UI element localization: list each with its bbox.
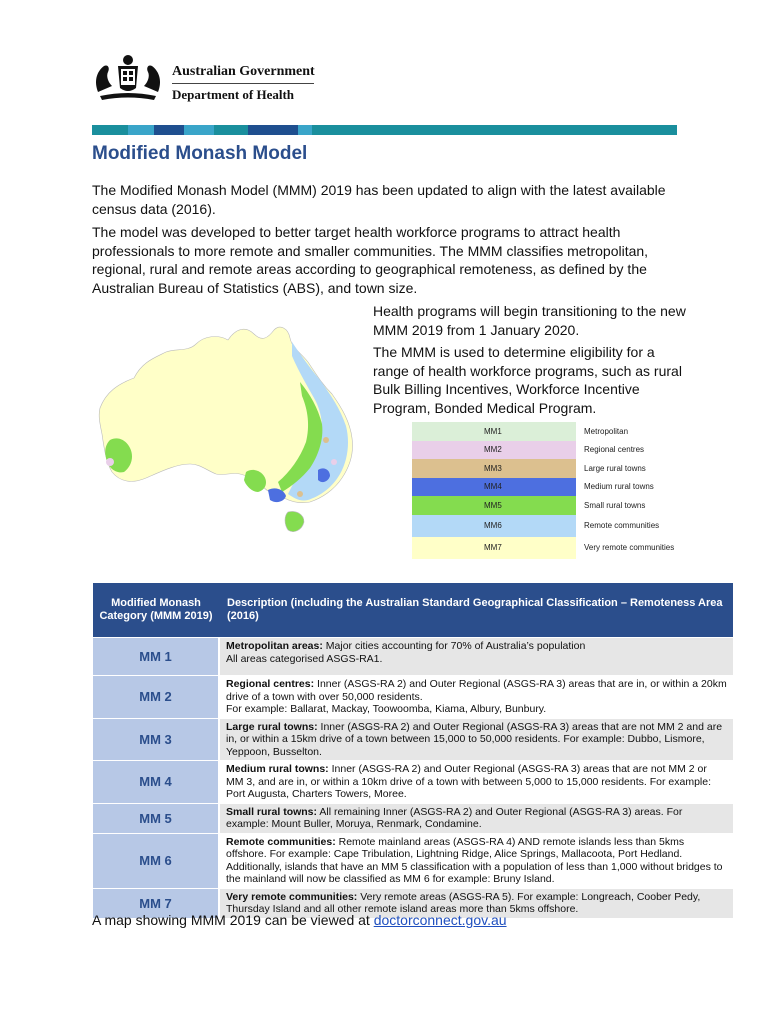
department-name: Department of Health	[172, 87, 295, 102]
category-example: All areas categorised ASGS-RA1.	[226, 652, 383, 665]
category-cell: MM 7	[93, 888, 219, 918]
category-heading: Medium rural towns:	[226, 763, 329, 775]
description-cell	[219, 761, 733, 804]
legend-label: Regional centres	[584, 445, 645, 455]
legend-swatch: MM4	[412, 478, 576, 497]
category-cell: MM 3	[93, 718, 219, 761]
category-text: Major cities accounting for 70% of Australia’s population	[322, 640, 586, 652]
table-row	[93, 718, 733, 761]
description-cell	[219, 676, 733, 719]
doctorconnect-link[interactable]: doctorconnect.gov.au	[373, 912, 507, 928]
page-title: Modified Monash Model	[92, 143, 308, 164]
category-heading: Very remote communities:	[226, 890, 358, 903]
table-row	[93, 676, 733, 719]
column-header-description: Description (including the Australian Standard Geographical Classification – Remoteness Area (2016)	[219, 583, 733, 638]
category-text: Very remote areas (ASGS-RA 5). For example: Longreach, Coober Pedy, Thursday Island and all other remote island areas more than 5kms offshore.	[226, 890, 701, 915]
legend-swatch: MM6	[412, 515, 576, 537]
header-color-band	[92, 125, 677, 135]
category-cell: MM 2	[93, 676, 219, 719]
legend-swatch: MM1	[412, 422, 576, 441]
legend-swatch: MM2	[412, 441, 576, 460]
category-cell: MM 6	[93, 833, 219, 888]
table-row	[93, 803, 733, 833]
legend-label: Medium rural towns	[584, 482, 654, 492]
legend-label: Small rural towns	[584, 500, 646, 510]
table-row	[93, 761, 733, 804]
coat-of-arms-icon	[90, 52, 166, 104]
description-cell	[219, 803, 733, 833]
category-example: For example: Ballarat, Mackay, Toowoomba, Kiama, Albury, Bunbury.	[226, 703, 547, 715]
category-cell: MM 5	[93, 803, 219, 833]
government-name: Australian Government	[172, 64, 315, 79]
legend-label: Remote communities	[584, 521, 660, 530]
description-cell	[219, 638, 733, 676]
legend-item	[412, 478, 692, 497]
legend-label: Large rural towns	[584, 463, 646, 473]
legend-item	[412, 459, 692, 478]
legend-item	[412, 496, 692, 515]
table-row	[93, 638, 733, 676]
australia-mmm-map	[96, 322, 364, 544]
category-heading: Remote communities:	[226, 835, 336, 848]
legend-swatch: MM5	[412, 496, 576, 515]
category-heading: Small rural towns:	[226, 805, 318, 818]
legend-label: Metropolitan	[584, 426, 629, 436]
legend-item	[412, 441, 692, 460]
category-cell: MM 1	[93, 638, 219, 676]
description-cell	[219, 718, 733, 761]
legend-item	[412, 422, 692, 441]
category-text: Inner (ASGS-RA 2) and Outer Regional (ASGS-RA 3) areas that are in, or within a 20km drive of a town with over 50,000 residents.	[226, 678, 727, 703]
transition-paragraph: Health programs will begin transitioning to the new MMM 2019 from 1 January 2020.	[373, 303, 686, 338]
header-divider	[172, 83, 314, 84]
legend-swatch: MM7	[412, 537, 576, 559]
category-cell: MM 4	[93, 761, 219, 804]
category-text: Remote mainland areas (ASGS-RA 4) AND remote islands less than 5kms offshore. For example: Cape Tribulation, Lightning Ridge, Alice Springs, Mallacoota, Port Hedland. Additionally, islands that have an MM 5 classification with a population of less than 1,000 without bridges to the mainland will now be classified as MM 6 for example: Bruny Island.	[226, 835, 723, 885]
category-text: Inner (ASGS-RA 2) and Outer Regional (ASGS-RA 3) areas that are not MM 2 or MM 3, and are in, or within a 10km drive of a town with between 5,000 to 15,000 residents. For example: Port Augusta, Charters Towers, Moree.	[226, 763, 712, 800]
category-heading: Regional centres:	[226, 678, 315, 690]
category-heading: Metropolitan areas:	[226, 640, 323, 652]
column-header-category: Modified Monash Category (MMM 2019)	[93, 583, 219, 638]
eligibility-paragraph: The MMM is used to determine eligibility for a range of health workforce programs, such as rural Bulk Billing Incentives, Workforce Incentive Program, Bonded Medical Program.	[373, 344, 682, 416]
intro-paragraph: The Modified Monash Model (MMM) 2019 has been updated to align with the latest available census data (2016).	[92, 182, 666, 217]
legend-item	[412, 537, 692, 559]
footer-note	[92, 912, 507, 928]
mmm-category-table	[93, 583, 733, 918]
category-heading: Large rural towns:	[226, 720, 318, 733]
legend-item	[412, 515, 692, 537]
footer-text: A map showing MMM 2019 can be viewed at	[92, 912, 374, 928]
category-text: Inner (ASGS-RA 2) and Outer Regional (ASGS-RA 3) areas that are not MM 2 and are in, or within a 15km drive of a town between 15,000 to 50,000 residents. For example: Dubbo, Lismore, Yeppoon, Busselton.	[226, 720, 723, 758]
legend-label: Very remote communities	[584, 543, 675, 552]
table-row	[93, 833, 733, 888]
table-header-row	[93, 583, 733, 638]
legend-swatch: MM3	[412, 459, 576, 478]
model-description-paragraph: The model was developed to better target health workforce programs to attract health professionals to more remote and smaller communities. The MMM classifies metropolitan, regional, rural and remote areas according to geographical remoteness, as defined by the Australian Bureau of Statistics (ABS), and town size.	[92, 224, 649, 296]
map-legend	[412, 422, 692, 559]
category-text: All remaining Inner (ASGS-RA 2) and Outer Regional (ASGS-RA 3) areas. For example: Mount Buller, Moruya, Renmark, Condamine.	[226, 805, 683, 830]
description-cell	[219, 833, 733, 888]
